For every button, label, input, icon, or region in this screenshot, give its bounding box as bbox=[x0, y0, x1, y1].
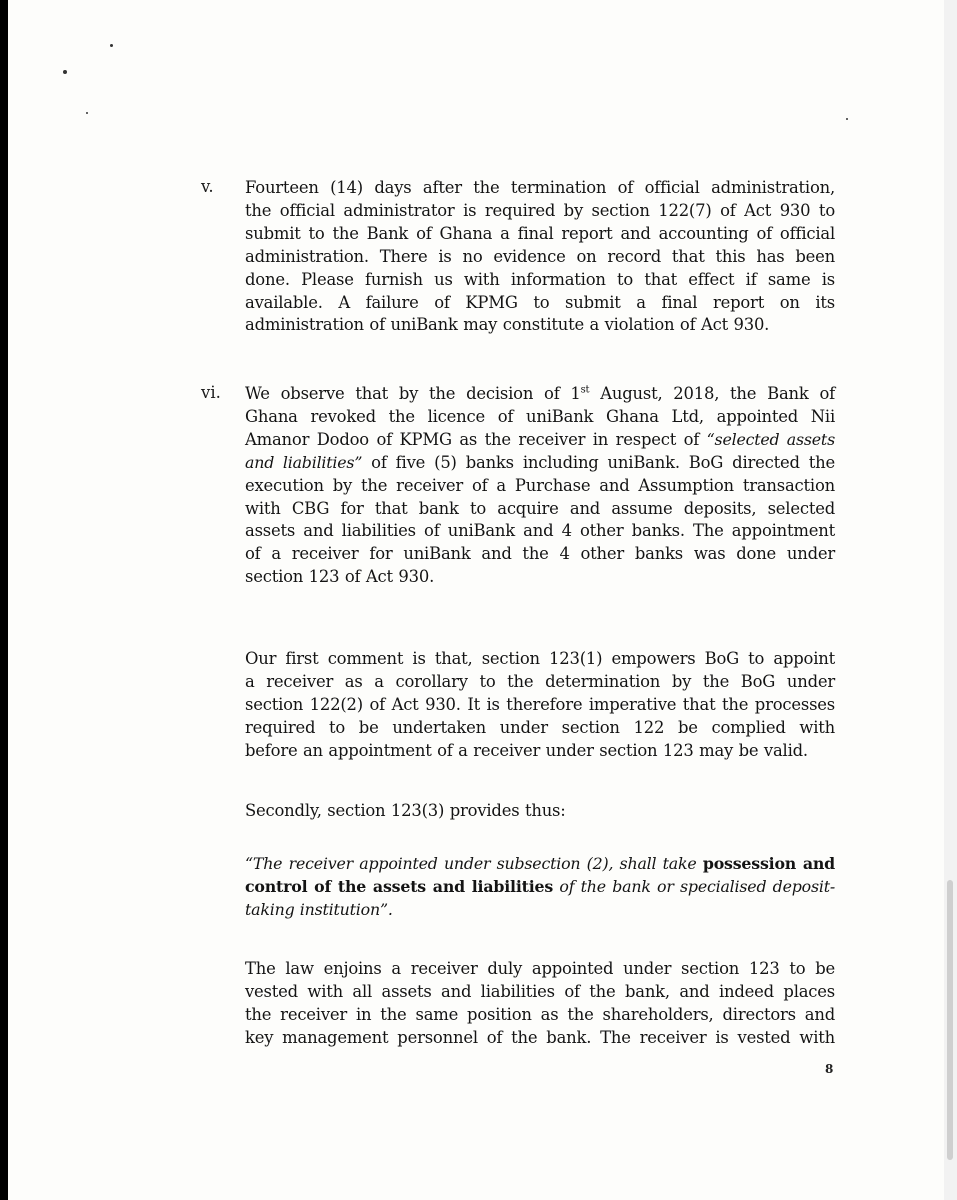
document-page bbox=[8, 0, 944, 1200]
text-line: Our first comment is that, section 123(1) empowers BoG to appoint bbox=[245, 649, 835, 668]
text-line: required to be undertaken under section 122 be complied with bbox=[245, 717, 835, 737]
text-line: before an appointment of a receiver under section 123 may be valid. bbox=[245, 740, 808, 760]
text-line: Fourteen (14) days after the termination of official administration, bbox=[245, 178, 835, 197]
text-line: submit to the Bank of Ghana a final report and accounting of official bbox=[245, 223, 835, 243]
paragraph-v bbox=[245, 177, 835, 337]
paragraph-law bbox=[245, 958, 835, 1050]
text-line: of a receiver for uniBank and the 4 other banks was done under bbox=[245, 544, 835, 564]
scrollbar[interactable] bbox=[944, 0, 957, 1200]
text-line: Ghana revoked the licence of uniBank Ghana Ltd, appointed Nii bbox=[245, 406, 835, 426]
text-line: administration. There is no evidence on record that this has been bbox=[245, 246, 835, 266]
text-line: available. A failure of KPMG to submit a final report on its bbox=[245, 292, 835, 312]
text-line: the receiver in the same position as the shareholders, directors and bbox=[245, 1004, 835, 1024]
bold-phrase: possession and bbox=[702, 854, 836, 873]
text-line: Secondly, section 123(3) provides thus: bbox=[245, 801, 566, 820]
text-line: execution by the receiver of a Purchase and Assumption transaction bbox=[245, 475, 835, 495]
text-line bbox=[245, 876, 835, 899]
text-line bbox=[245, 853, 835, 876]
quoted-phrase: “selected assets bbox=[706, 429, 835, 449]
scan-speck bbox=[63, 70, 67, 74]
text-line bbox=[245, 452, 835, 475]
text-line: with CBG for that bank to acquire and assume deposits, selected bbox=[245, 498, 835, 518]
text-line: vested with all assets and liabilities of the bank, and indeed places bbox=[245, 981, 835, 1001]
paragraph-secondly bbox=[245, 800, 835, 823]
list-marker-v: v. bbox=[201, 177, 214, 196]
scrollbar-thumb[interactable] bbox=[947, 880, 953, 1160]
ordinal-suffix: st bbox=[580, 384, 590, 396]
text-line: the official administrator is required by section 122(7) of Act 930 to bbox=[245, 200, 835, 220]
text-line: a receiver as a corollary to the determination by the BoG under bbox=[245, 671, 835, 691]
paragraph-first-comment bbox=[245, 648, 835, 763]
text-fragment: of five (5) banks including uniBank. BoG directed the bbox=[362, 452, 836, 472]
text-line: administration of uniBank may constitute a violation of Act 930. bbox=[245, 315, 770, 335]
quoted-phrase: and liabilities” bbox=[245, 452, 363, 472]
list-marker-vi: vi. bbox=[201, 383, 221, 402]
text-fragment: Amanor Dodoo of KPMG as the receiver in respect of bbox=[245, 429, 707, 449]
text-line: The law enjoins a receiver duly appointed under section 123 to be bbox=[245, 959, 835, 978]
text-fragment: “The receiver appointed under subsection (2), shall take bbox=[245, 854, 703, 873]
text-line: done. Please furnish us with information to that effect if same is bbox=[245, 269, 835, 289]
text-fragment: of the bank or specialised deposit- bbox=[553, 876, 835, 896]
text-line: assets and liabilities of uniBank and 4 other banks. The appointment bbox=[245, 521, 835, 541]
text-line: section 122(2) of Act 930. It is therefore imperative that the processes bbox=[245, 694, 835, 714]
text-line: section 123 of Act 930. bbox=[245, 567, 435, 587]
scan-speck bbox=[110, 44, 113, 47]
text-fragment: We observe that by the decision of 1 bbox=[245, 384, 581, 403]
scan-speck bbox=[846, 118, 848, 120]
page-number: 8 bbox=[825, 1062, 834, 1076]
text-line bbox=[245, 429, 835, 452]
text-fragment: August, 2018, the Bank of bbox=[589, 384, 835, 403]
text-line: key management personnel of the bank. The receiver is vested with bbox=[245, 1027, 835, 1047]
bold-phrase: control of the assets and liabilities bbox=[245, 876, 554, 896]
scan-speck bbox=[86, 112, 88, 114]
text-line bbox=[245, 383, 835, 406]
paragraph-vi bbox=[245, 383, 835, 589]
text-line: taking institution”. bbox=[245, 899, 393, 919]
statute-quote bbox=[245, 853, 835, 922]
